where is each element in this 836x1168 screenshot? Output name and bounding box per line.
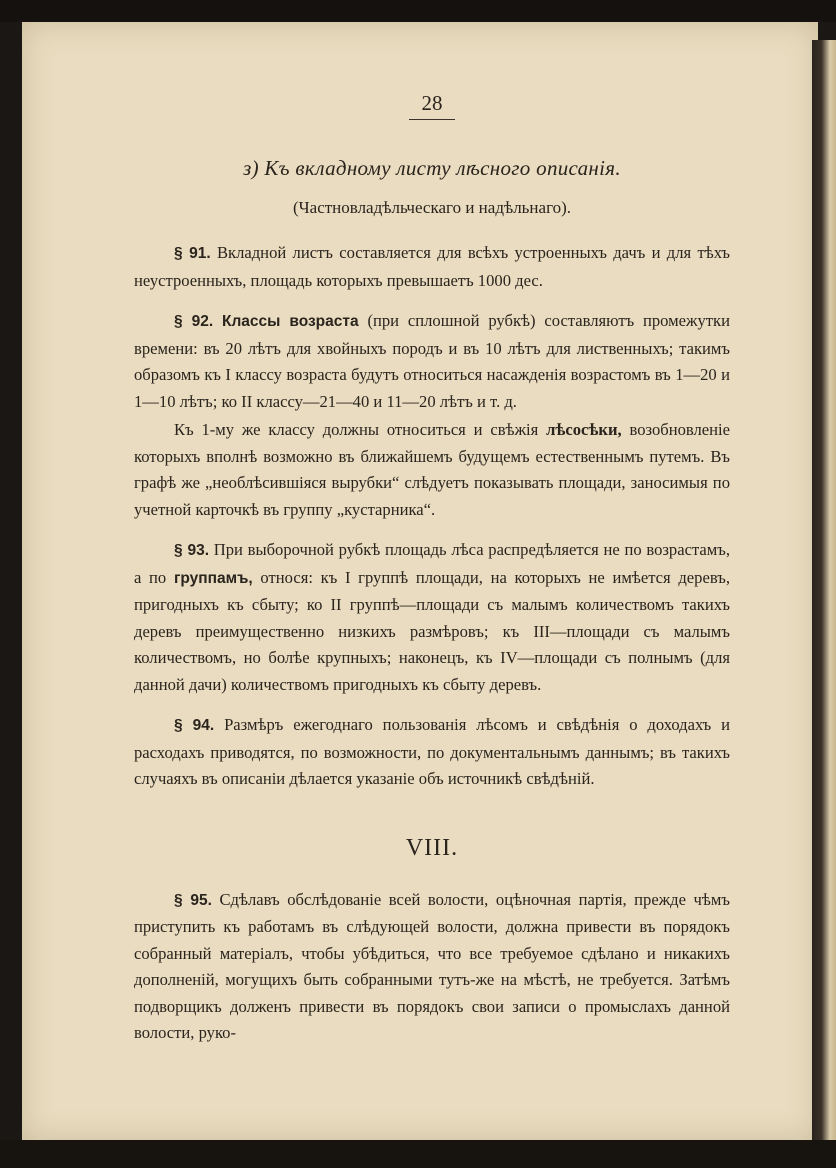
chapter-heading: VIII.	[405, 834, 459, 861]
paragraph-91	[134, 240, 730, 294]
page-right-edge	[812, 40, 836, 1168]
page-number-rule	[409, 119, 455, 120]
term-groups: группамъ,	[173, 569, 253, 587]
section-label-92: § 92.	[174, 313, 214, 330]
section-label-93: § 93.	[174, 542, 210, 559]
paragraph-95	[134, 887, 730, 1047]
section-label-95: § 95.	[174, 891, 212, 909]
scan-top-border	[0, 0, 836, 22]
paragraph-93	[134, 537, 730, 698]
term-cutting-areas: лѣсосѣки,	[546, 420, 622, 439]
section-title: з) Къ вкладному листу лѣсного описанія.	[243, 156, 621, 180]
page-content	[134, 80, 730, 1047]
paragraph-95-text: Сдѣлавъ обслѣдованіе всей волости, оцѣночная партія, прежде чѣмъ приступить къ работамъ въ слѣдующей волости, должна привести въ порядокъ собранный матеріалъ, чтобы убѣдиться, что все требуемое сдѣлано и никакихъ дополненій, могущихъ быть собранными тутъ-же на мѣстѣ, не требуется. Затѣмъ подворщикъ долженъ привести въ порядокъ свои записи о промыслахъ данной волости, руко-	[134, 889, 730, 1042]
section-label-91: § 91.	[174, 245, 211, 262]
paragraph-92b-text-b: возобновленіе которыхъ вполнѣ возможно въ ближайшемъ будущемъ естественнымъ путемъ. Въ графѣ же „необлѣсившіяся вырубки“ слѣдуетъ показывать площади, заносимыя по учетной карточкѣ въ группу „кустарника“.	[134, 420, 731, 519]
page-number: 28	[421, 91, 443, 115]
paragraph-92-continued	[134, 417, 730, 523]
section-subtitle: (Частновладѣльческаго и надѣльнаго).	[292, 198, 572, 217]
paragraph-92	[134, 308, 730, 415]
paragraph-92b-text-a: Къ 1-му же классу должны относиться и свѣжія	[174, 420, 539, 439]
paragraph-94-text: Размѣръ ежегоднаго пользованія лѣсомъ и свѣдѣнія о доходахъ и расходахъ приводятся, по возможности, по документальнымъ даннымъ; въ такихъ случаяхъ въ описаніи дѣлается указаніе объ источникѣ свѣдѣній.	[134, 715, 730, 788]
paragraph-93-text-b: относя: къ I группѣ площади, на которыхъ не имѣется деревъ, пригодныхъ къ сбыту; ко II группѣ—площади съ малымъ количествомъ такихъ деревъ преимущественно низкихъ размѣровъ; къ III—площади съ малымъ количествомъ, но болѣе крупныхъ; наконецъ, къ IV—площади съ полнымъ (для данной дачи) количествомъ пригодныхъ къ сбыту деревъ.	[134, 567, 730, 694]
paragraph-94	[134, 712, 730, 793]
paragraph-93-text-a: При выборочной рубкѣ площадь лѣса распредѣляется не по возрастамъ, а по	[134, 540, 731, 587]
paragraph-91-text: Вкладной листъ составляется для всѣхъ устроенныхъ дачъ и для тѣхъ неустроенныхъ, площадь которыхъ превышаетъ 1000 дес.	[134, 243, 730, 290]
section-label-94: § 94.	[174, 717, 215, 734]
paragraph-92-text: (при сплошной рубкѣ) составляютъ промежутки времени: въ 20 лѣтъ для хвойныхъ породъ и въ 10 лѣтъ для лиственныхъ; такимъ образомъ къ I классу возраста будутъ относиться насажденія возрастомъ въ 1—20 и 1—10 лѣтъ; ко II классу—21—40 и 11—20 лѣтъ и т. д.	[134, 311, 730, 411]
scan-bottom-border	[0, 1140, 836, 1168]
term-age-classes: Классы возраста	[222, 313, 359, 330]
